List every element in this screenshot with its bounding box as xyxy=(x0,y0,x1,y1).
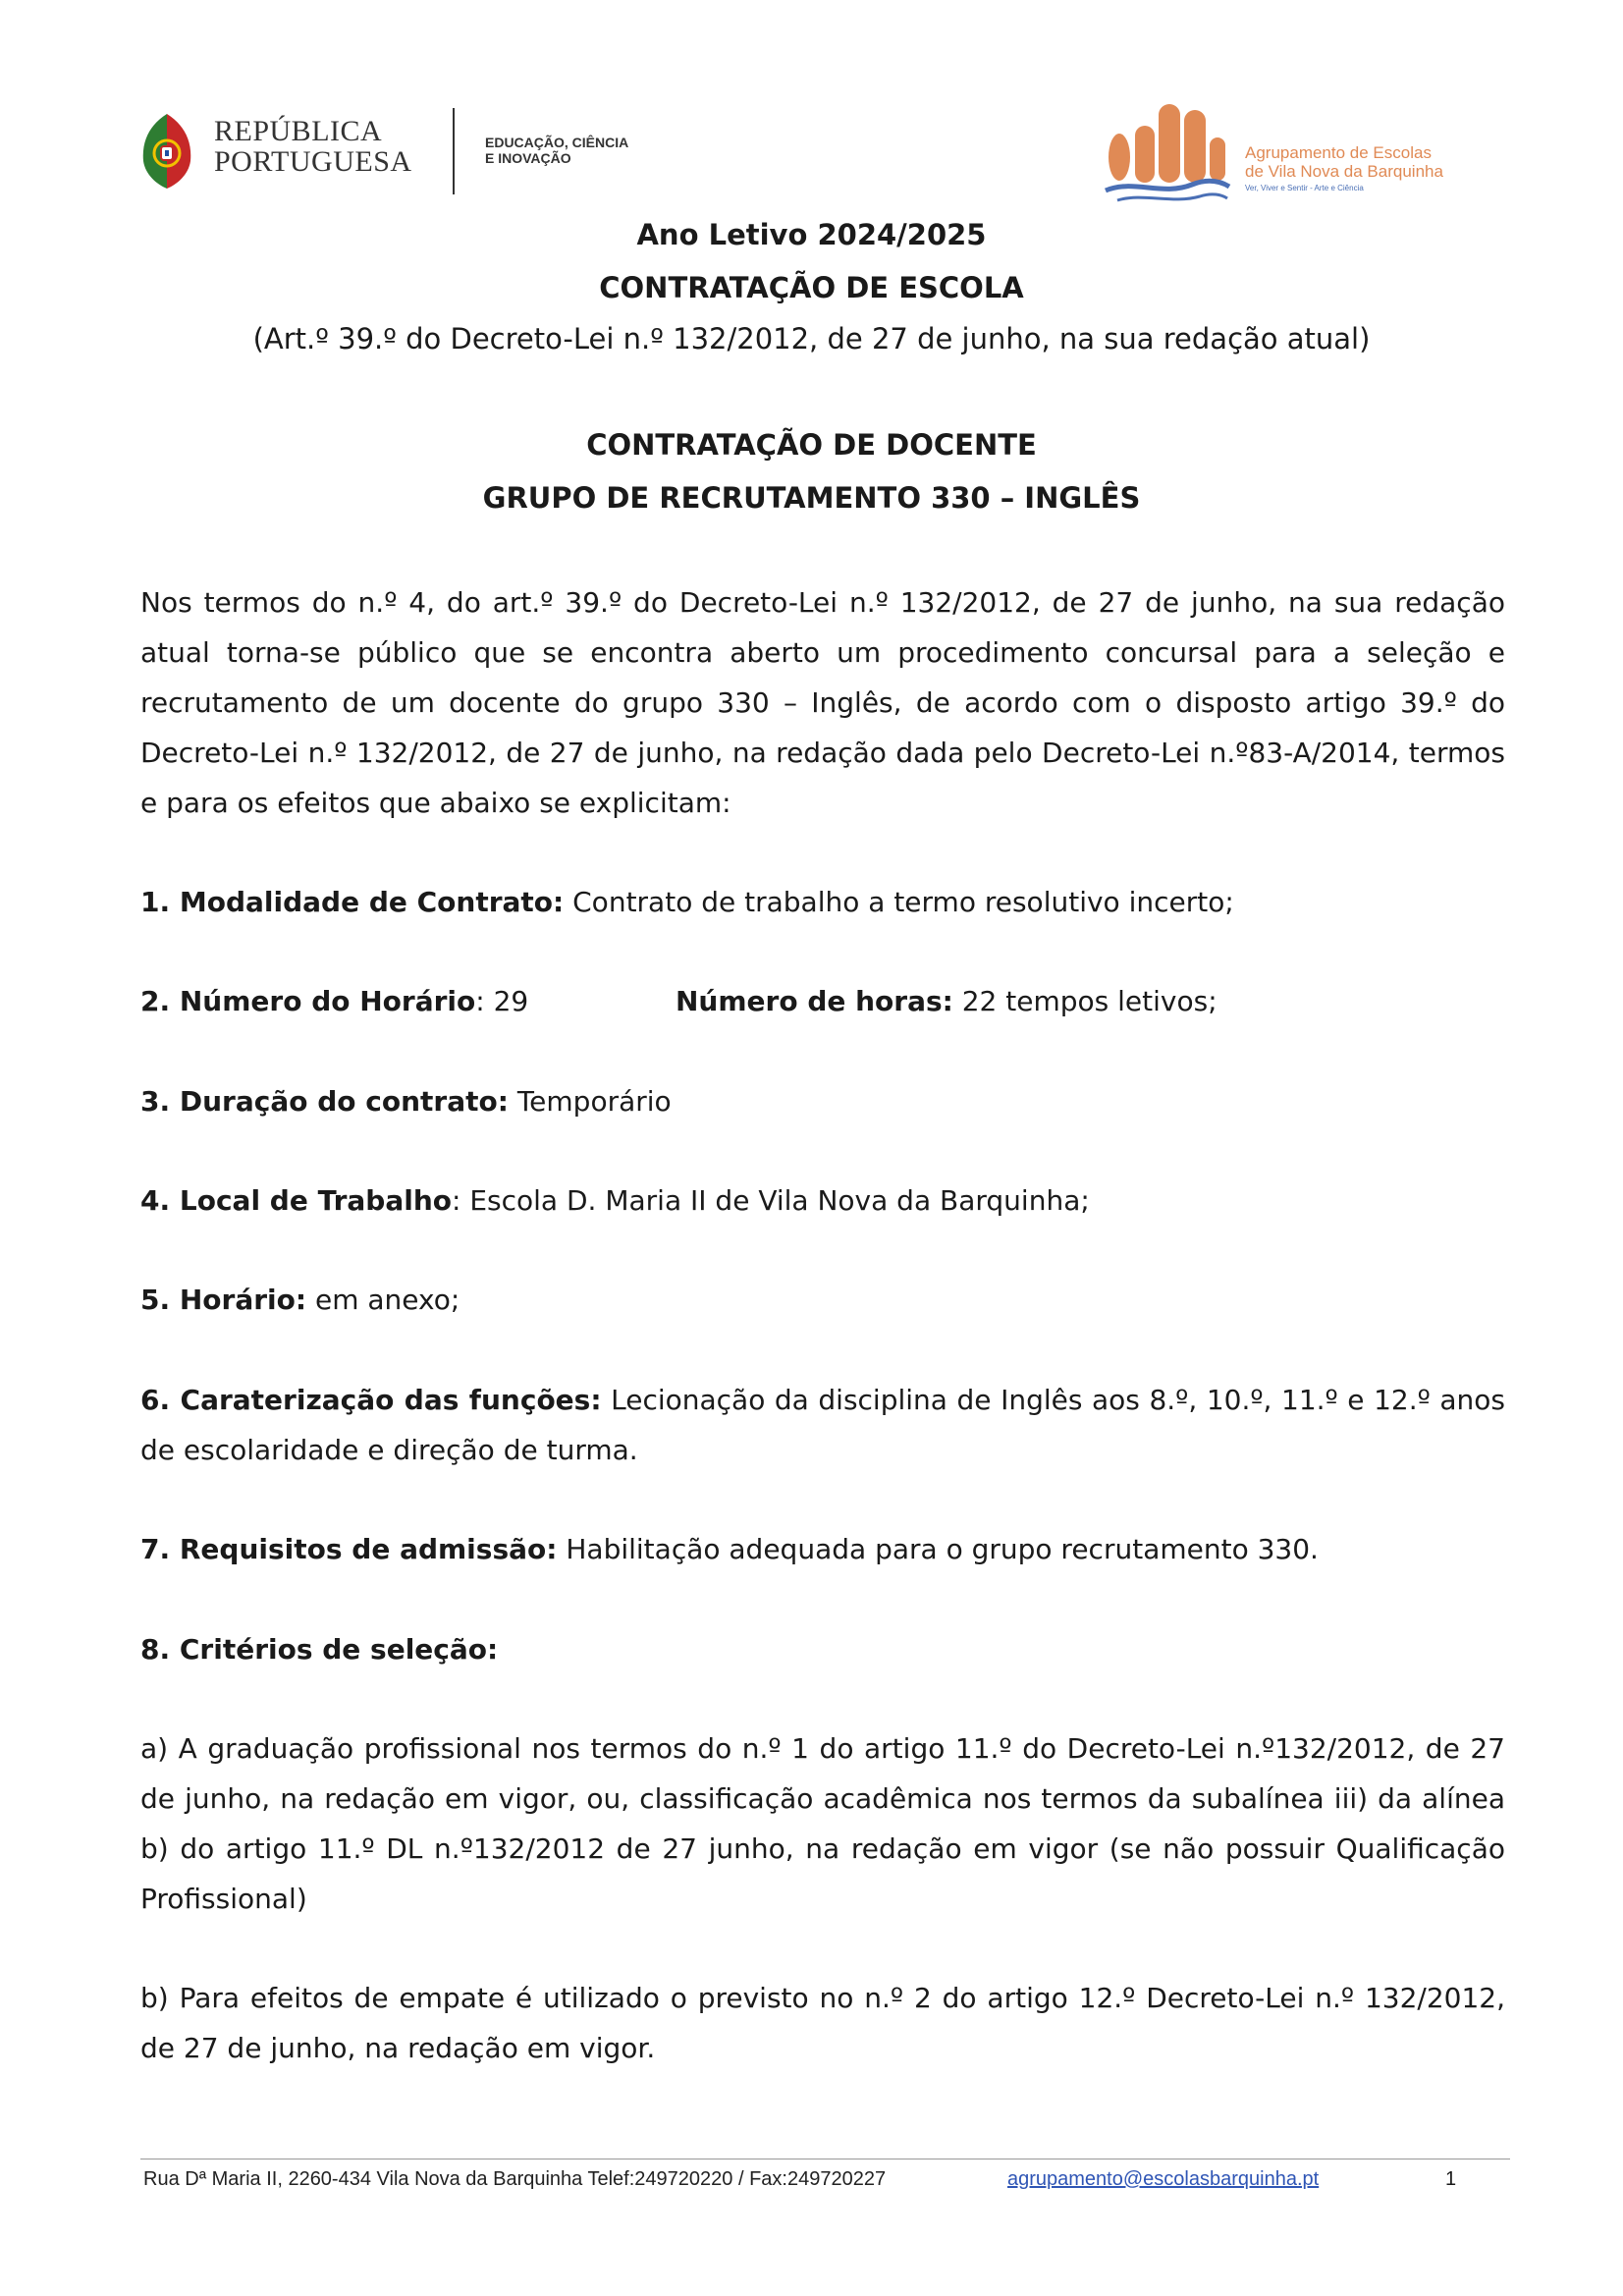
footer-address: Rua Dª Maria II, 2260-434 Vila Nova da Barquinha Telef:249720220 / Fax:249720227 xyxy=(143,2168,887,2190)
school-logo-icon xyxy=(1104,96,1231,210)
criteria-a: a) A graduação profissional nos termos do n.º 1 do artigo 11.º do Decreto-Lei n.º132/2012, de 27 de junho, na redação em vigor, ou, classificação acadêmica nos termos da subalínea iii) da alínea b) do artigo 11.º DL n.º132/2012 de 27 junho, na redação em vigor (se não possuir Qualificação Profissional) xyxy=(140,1732,1505,1915)
subtitle-group: GRUPO DE RECRUTAMENTO 330 – INGLÊS xyxy=(482,481,1141,515)
ministry-name: EDUCAÇÃO, CIÊNCIA E INOVAÇÃO xyxy=(485,135,629,166)
intro-paragraph: Nos termos do n.º 4, do art.º 39.º do Decreto-Lei n.º 132/2012, de 27 de junho, na sua redação atual torna-se público que se encontra aberto um procedimento concursal para a seleção e recrutamento de um docente do grupo 330 – Inglês, de acordo com o disposto artigo 39.º do Decreto-Lei n.º 132/2012, de 27 de junho, na redação dada pelo Decreto-Lei n.º83-A/2014, termos e para os efeitos que abaixo se explicitam: xyxy=(140,586,1505,819)
item-selection-criteria: 8. Critérios de seleção: xyxy=(140,1633,499,1666)
subtitle-hiring: CONTRATAÇÃO DE DOCENTE xyxy=(586,428,1037,462)
school-name: Agrupamento de Escolas de Vila Nova da Barquinha Ver, Viver e Sentir - Arte e Ciência xyxy=(1245,143,1443,192)
item-hours: Número de horas: 22 tempos letivos; xyxy=(676,985,1217,1017)
portugal-flag-logo xyxy=(137,110,196,191)
criteria-b: b) Para efeitos de empate é utilizado o previsto no n.º 2 do artigo 12.º Decreto-Lei n.º 132/2012, de 27 de junho, na redação em vigor. xyxy=(140,1982,1505,2064)
footer-email-link[interactable]: agrupamento@escolasbarquinha.pt xyxy=(1007,2168,1320,2190)
header-divider xyxy=(453,108,455,194)
page-number: 1 xyxy=(1445,2168,1457,2190)
item-contract-type: 1. Modalidade de Contrato: Contrato de trabalho a termo resolutivo incerto; xyxy=(140,886,1234,918)
item-workplace: 4. Local de Trabalho: Escola D. Maria II de Vila Nova da Barquinha; xyxy=(140,1184,1090,1217)
document-type-title: CONTRATAÇÃO DE ESCOLA xyxy=(599,271,1024,304)
republic-name: REPÚBLICA PORTUGUESA xyxy=(214,115,412,178)
item-schedule-number: 2. Número do Horário: 29 xyxy=(140,985,529,1017)
item-contract-duration: 3. Duração do contrato: Temporário xyxy=(140,1085,672,1118)
school-year-title: Ano Letivo 2024/2025 xyxy=(636,218,987,251)
item-functions: 6. Caraterização das funções: Lecionação da disciplina de Inglês aos 8.º, 10.º, 11.º e 12.º anos de escolaridade e direção de turma. xyxy=(140,1384,1505,1466)
school-motto: Ver, Viver e Sentir - Arte e Ciência xyxy=(1245,184,1364,192)
legal-reference: (Art.º 39.º do Decreto-Lei n.º 132/2012, de 27 de junho, na sua redação atual) xyxy=(252,322,1371,355)
item-schedule: 5. Horário: em anexo; xyxy=(140,1284,460,1316)
item-admission-requirements: 7. Requisitos de admissão: Habilitação adequada para o grupo recrutamento 330. xyxy=(140,1533,1319,1565)
